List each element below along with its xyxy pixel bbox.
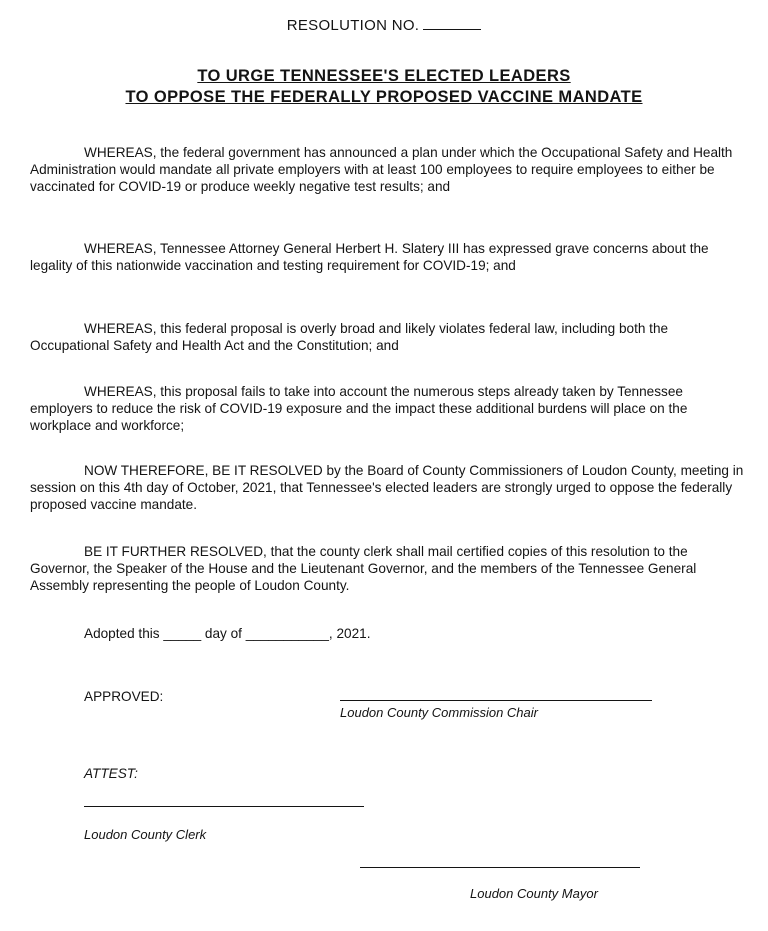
mayor-title: Loudon County Mayor — [470, 886, 598, 901]
mayor-signature-line — [360, 867, 640, 868]
adopted-line: Adopted this _____ day of ___________, 2021. — [84, 626, 371, 641]
whereas-text-2: WHEREAS, Tennessee Attorney General Herbert H. Slatery III has expressed grave concerns about the legality of this nationwide vaccination and testing requirement for COVID-19; and — [30, 241, 709, 273]
resolution-number-label: RESOLUTION NO. — [286, 17, 420, 34]
whereas-paragraph-1 — [30, 144, 745, 195]
title-line-2: TO OPPOSE THE FEDERALLY PROPOSED VACCINE MANDATE — [125, 88, 643, 106]
title-line-1: TO URGE TENNESSEE'S ELECTED LEADERS — [197, 67, 571, 85]
chair-signature-line — [340, 700, 652, 701]
chair-title: Loudon County Commission Chair — [340, 705, 538, 720]
whereas-text-3: WHEREAS, this federal proposal is overly broad and likely violates federal law, including both the Occupational Safety and Health Act and the Constitution; and — [30, 321, 669, 353]
clerk-title: Loudon County Clerk — [84, 827, 207, 842]
resolved-text: NOW THEREFORE, BE IT RESOLVED by the Board of County Commissioners of Loudon County, meeting in session on this 4th day of October, 2021, that Tennessee's elected leaders are strongly urged to oppose the federally proposed vaccine mandate. — [30, 463, 744, 512]
further-resolved-text: BE IT FURTHER RESOLVED, that the county clerk shall mail certified copies of this resolution to the Governor, the Speaker of the House and the Lieutenant Governor, and the members of the Tennessee General Assembly representing the people of Loudon County. — [30, 544, 697, 593]
whereas-paragraph-2 — [30, 240, 745, 274]
resolution-number-blank — [423, 17, 481, 30]
whereas-paragraph-4 — [30, 383, 745, 434]
approved-label: APPROVED: — [84, 689, 164, 704]
resolved-paragraph — [30, 462, 745, 513]
whereas-text-1: WHEREAS, the federal government has announced a plan under which the Occupational Safety and Health Administration would mandate all private employers with at least 100 employees to require employees to either be vaccinated for COVID-19 or produce weekly negative test results; and — [30, 145, 733, 194]
resolution-number-line — [0, 17, 768, 34]
further-resolved-paragraph — [30, 543, 745, 594]
clerk-signature-line — [84, 806, 364, 807]
whereas-text-4: WHEREAS, this proposal fails to take into account the numerous steps already taken by Tennessee employers to reduce the risk of COVID-19 exposure and the impact these additional burdens will place on the workplace and workforce; — [30, 384, 688, 433]
whereas-paragraph-3 — [30, 320, 745, 354]
attest-label: ATTEST: — [84, 766, 138, 781]
